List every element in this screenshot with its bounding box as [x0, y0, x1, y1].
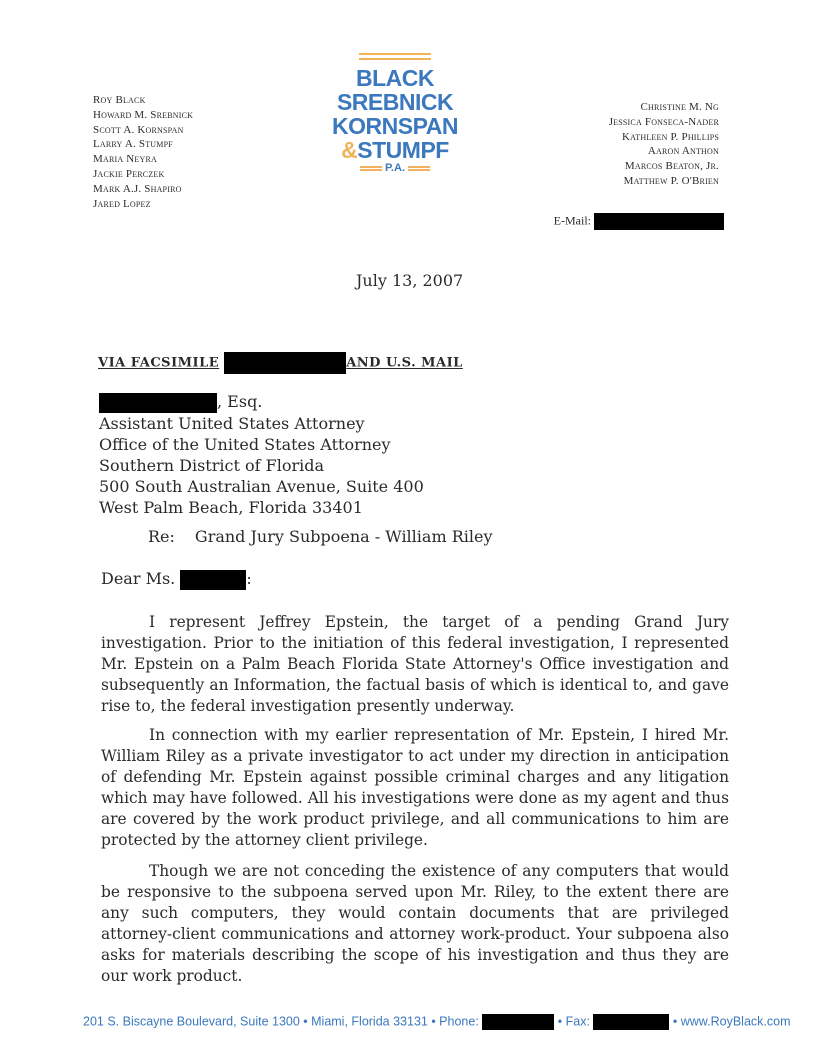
logo-line: BLACK [356, 65, 434, 91]
email-label: E-Mail: [553, 213, 591, 228]
partner-name: Larry A. Stumpf [93, 138, 173, 151]
partner-name: Mark A.J. Shapiro [93, 182, 182, 195]
address-line: Assistant United States Attorney [99, 413, 365, 433]
partner-name: Jackie Perczek [93, 167, 165, 180]
recipient-esq: , Esq. [217, 392, 263, 411]
partner-name: Howard M. Srebnick [93, 108, 194, 121]
body-paragraph [101, 861, 729, 987]
footer-address: 201 S. Biscayne Boulevard, Suite 1300 • Miami, Florida 33131 • Phone: [83, 1014, 479, 1029]
address-line: 500 South Australian Avenue, Suite 400 [99, 476, 424, 496]
partner-name: Maria Neyra [93, 153, 158, 166]
footer-fax: • Fax: [557, 1014, 590, 1029]
partner-name: Roy Black [93, 94, 146, 106]
paragraph-text: I represent Jeffrey Epstein, the target of a pending Grand Jury investigation. Prior to the initiation of this federal investigation, I represented Mr. Epstein on a Palm Beach Florida State Attorney's Office investigation and subsequently an Information, the factual basis of which is identical to, and gave rise to, the federal investigation presently underway. [101, 613, 729, 715]
recipient-address [99, 391, 424, 518]
redaction [482, 1014, 554, 1030]
body-paragraph [101, 612, 729, 717]
salutation-prefix: Dear Ms. [101, 569, 176, 588]
re-subject: Grand Jury Subpoena - William Riley [194, 527, 493, 546]
paragraph-text: In connection with my earlier representation of Mr. Epstein, I hired Mr. William Riley as a private investigator to act under my direction in anticipation of defending Mr. Epstein against possible criminal charges and any litigation which may have followed. All his investigations were done as my agent and thus are covered by the work product privilege, and all communications to him are protected by the attorney client privilege. [101, 726, 729, 849]
partner-name: Scott A. Kornspan [93, 123, 184, 136]
logo-ampersand: & [341, 137, 358, 163]
footer-website: • www.RoyBlack.com [672, 1014, 791, 1029]
redaction [224, 352, 346, 374]
logo-line: SREBNICK [336, 89, 454, 115]
address-line: Southern District of Florida [99, 455, 325, 475]
logo-line: KORNSPAN [332, 113, 458, 139]
redaction [593, 1014, 669, 1030]
associate-name: Matthew P. O'Brien [623, 174, 719, 187]
body-paragraph [101, 725, 729, 851]
salutation [101, 569, 252, 590]
address-line: Office of the United States Attorney [99, 434, 391, 454]
associate-name: Aaron Anthon [647, 145, 719, 158]
delivery-suffix: AND U.S. MAIL [346, 355, 463, 371]
paragraph-text: Though we are not conceding the existence of any computers that would be responsive to the subpoena served upon Mr. Riley, to the extent there are any such computers, they would contain documents that are privileged attorney-client communications and attorney work-product. Your subpoena also asks for materials describing the scope of his investigation and thus they are our work product. [101, 862, 729, 985]
redaction [180, 570, 246, 590]
delivery-method [98, 352, 463, 374]
associate-name: Kathleen P. Phillips [622, 130, 719, 143]
logo-line: STUMPF [357, 137, 449, 163]
re-label: Re: [148, 527, 175, 546]
salutation-suffix: : [246, 569, 252, 588]
address-line: West Palm Beach, Florida 33401 [99, 497, 363, 517]
left-partner-list [93, 93, 193, 211]
firm-logo [320, 50, 470, 174]
right-associate-list [609, 100, 719, 189]
delivery-prefix: VIA FACSIMILE [98, 355, 220, 371]
letterhead-footer [83, 1014, 791, 1030]
redaction [99, 393, 217, 413]
associate-name: Marcos Beaton, Jr. [624, 160, 719, 173]
redaction [594, 213, 724, 230]
letter-date: July 13, 2007 [356, 271, 464, 290]
logo-pa: P.A. [385, 162, 405, 174]
email-line [554, 213, 724, 230]
associate-name: Christine M. Ng [640, 101, 719, 113]
associate-name: Jessica Fonseca-Nader [608, 115, 719, 128]
subject-line [148, 527, 493, 546]
partner-name: Jared Lopez [93, 197, 151, 210]
